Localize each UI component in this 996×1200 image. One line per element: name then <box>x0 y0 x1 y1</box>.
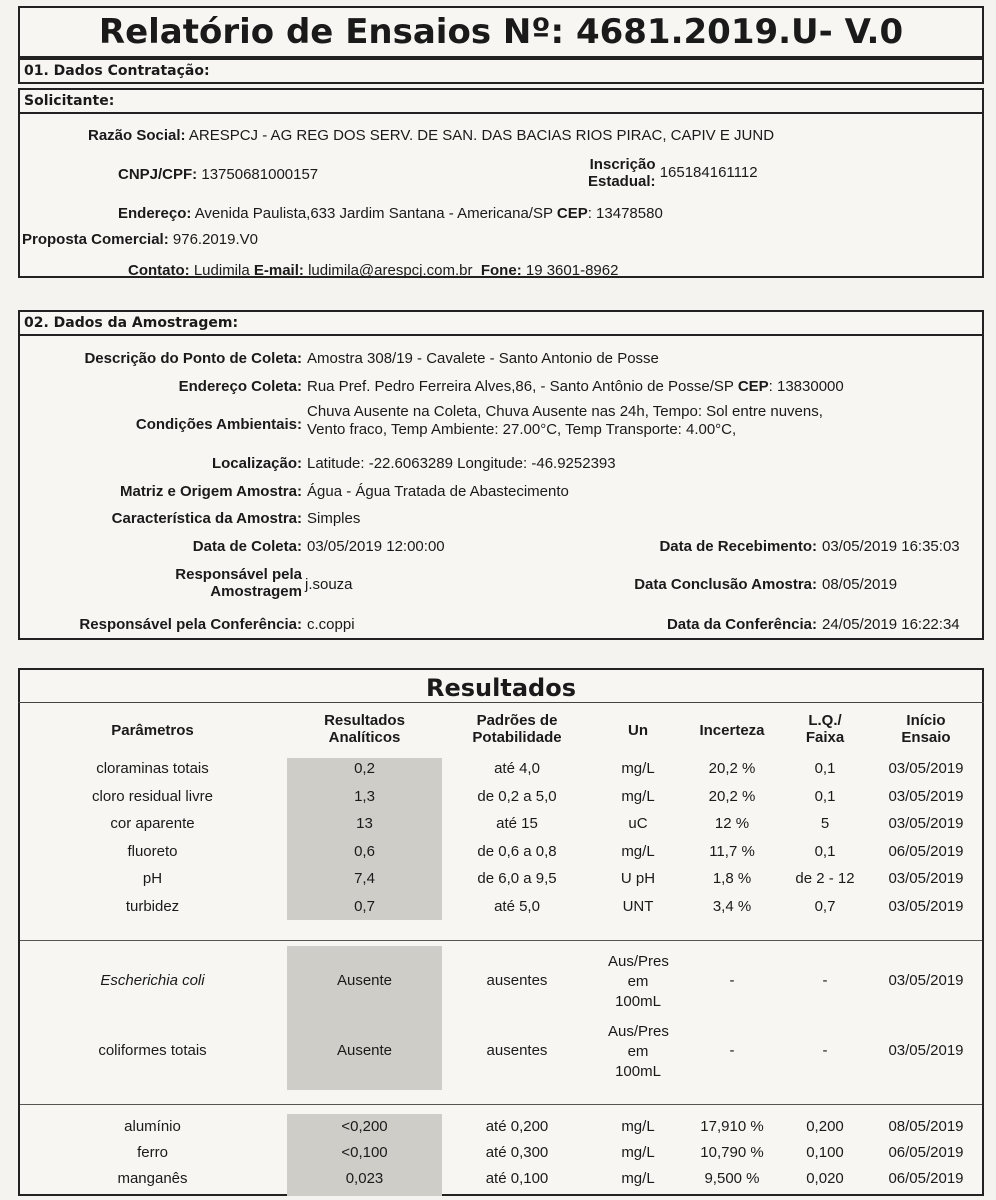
group3-row-1-incerteza: 10,790 % <box>700 1144 764 1161</box>
group3-row-2-unidade: mg/L <box>621 1170 655 1187</box>
divider <box>20 940 982 941</box>
group2-row-0-unidade: Aus/Pres em 100mL <box>608 953 669 1010</box>
group3-row-2-padrao: até 0,100 <box>485 1170 549 1187</box>
result-shading <box>287 946 442 1090</box>
responsavel-conferencia: Responsável pela Conferência: <box>79 616 302 633</box>
data-coleta: Data de Coleta: <box>192 538 302 555</box>
matriz-origem: Matriz e Origem Amostra: <box>120 483 302 500</box>
responsavel-amostragem-value: j.souza <box>305 576 353 593</box>
group3-row-0-padrao: até 0,200 <box>485 1118 549 1135</box>
group1-row-4-incerteza: 1,8 % <box>712 870 752 888</box>
group3-row-0-resultado: <0,200 <box>341 1118 388 1135</box>
group1-row-1-inicio: 03/05/2019 <box>888 787 964 805</box>
group1-row-2-padrao: até 15 <box>496 815 538 833</box>
result-shading <box>287 758 442 920</box>
group3-row-1-param: ferro <box>137 1144 168 1161</box>
header-resultado: Resultados Analíticos <box>324 712 405 746</box>
group1-row-3-incerteza: 11,7 % <box>709 842 755 860</box>
group1-row-4-padrao: de 6,0 a 9,5 <box>477 870 557 888</box>
data-conferencia: Data da Conferência: <box>666 616 817 633</box>
group1-row-0-incerteza: 20,2 % <box>708 760 756 777</box>
header-lq: L.Q./ Faixa <box>805 712 845 746</box>
group1-row-1-resultado: 1,3 <box>354 787 375 805</box>
group3-row-1-unidade: mg/L <box>621 1144 655 1161</box>
header-unidade: Un <box>628 722 648 739</box>
group1-row-1-param: cloro residual livre <box>92 787 213 805</box>
group1-row-0-unidade: mg/L <box>621 760 655 777</box>
data-conclusao: Data Conclusão Amostra: <box>634 576 817 593</box>
header-param: Parâmetros <box>111 722 194 739</box>
data-recebimento-value: 03/05/2019 16:35:03 <box>822 538 960 555</box>
group1-row-4-unidade: U pH <box>620 870 656 888</box>
group2-row-0-param: Escherichia coli <box>100 972 205 989</box>
group1-row-0-inicio: 03/05/2019 <box>888 760 964 777</box>
razao-social: Razão Social: ARESPCJ - AG REG DOS SERV. DE SAN. DAS BACIAS RIOS PIRAC, CAPIV E JUND <box>88 127 775 144</box>
solicitante-box <box>18 88 984 278</box>
matriz-origem-value: Água - Água Tratada de Abastecimento <box>307 483 569 500</box>
contato: Contato: Ludimila E-mail: ludimila@arespcj.com.br Fone: 19 3601-8962 <box>128 262 619 279</box>
group3-row-2-lq: 0,020 <box>806 1170 844 1187</box>
localizacao-value: Latitude: -22.6063289 Longitude: -46.9252393 <box>307 455 616 472</box>
group2-row-1-incerteza: - <box>729 1042 735 1059</box>
group1-row-3-param: fluoreto <box>127 842 178 860</box>
group1-row-0-param: cloraminas totais <box>96 760 209 777</box>
group1-row-5-incerteza: 3,4 % <box>712 898 752 915</box>
group2-row-0-inicio: 03/05/2019 <box>888 972 964 989</box>
group1-row-5-inicio: 03/05/2019 <box>888 898 964 915</box>
results-title: Resultados <box>426 674 576 702</box>
group1-row-5-resultado: 0,7 <box>354 898 375 915</box>
group1-row-2-param: cor aparente <box>110 815 195 833</box>
group2-row-0-lq: - <box>822 972 828 989</box>
group1-row-2-inicio: 03/05/2019 <box>888 815 964 833</box>
group2-row-1-lq: - <box>822 1042 828 1059</box>
group3-row-0-incerteza: 17,910 % <box>700 1118 764 1135</box>
ponto-coleta-value: Amostra 308/19 - Cavalete - Santo Antonio de Posse <box>307 350 659 367</box>
localizacao: Localização: <box>211 455 302 472</box>
group1-row-5-unidade: UNT <box>622 898 654 915</box>
caracteristica-value: Simples <box>307 510 361 527</box>
group1-row-3-lq: 0,1 <box>814 842 836 860</box>
group2-row-1-padrao: ausentes <box>486 1042 548 1059</box>
proposta-comercial: Proposta Comercial: 976.2019.V0 <box>22 231 258 248</box>
report-title: Relatório de Ensaios Nº: 4681.2019.U- V.0 <box>18 6 984 58</box>
group3-row-0-param: alumínio <box>124 1118 181 1135</box>
group1-row-4-lq: de 2 - 12 <box>795 870 855 888</box>
group2-row-0-padrao: ausentes <box>486 972 548 989</box>
data-conclusao-value: 08/05/2019 <box>822 576 898 593</box>
group2-row-1-resultado: Ausente <box>336 1042 393 1059</box>
data-coleta-value: 03/05/2019 12:00:00 <box>307 538 445 555</box>
group1-row-1-unidade: mg/L <box>621 787 655 805</box>
group1-row-3-padrao: de 0,6 a 0,8 <box>477 842 557 860</box>
group1-row-3-inicio: 06/05/2019 <box>888 842 964 860</box>
responsavel-amostragem: Responsável pela Amostragem <box>175 566 302 600</box>
header-inicio: Início Ensaio <box>901 712 951 746</box>
group3-row-1-resultado: <0,100 <box>341 1144 388 1161</box>
cnpj: CNPJ/CPF: 13750681000157 <box>118 166 319 183</box>
group3-row-2-incerteza: 9,500 % <box>704 1170 760 1187</box>
endereco: Endereço: Avenida Paulista,633 Jardim Santana - Americana/SP CEP: 13478580 <box>118 205 663 222</box>
group1-row-5-lq: 0,7 <box>814 898 836 915</box>
ponto-coleta: Descrição do Ponto de Coleta: <box>84 350 302 367</box>
group1-row-4-resultado: 7,4 <box>354 870 375 888</box>
group1-row-5-param: turbidez <box>125 898 180 915</box>
group1-row-1-incerteza: 20,2 % <box>708 787 756 805</box>
responsavel-conferencia-value: c.coppi <box>307 616 355 633</box>
inscricao-estadual: Inscrição Estadual: 165184161112 <box>588 156 758 190</box>
section-1-header: 01. Dados Contratação: <box>18 58 984 84</box>
group1-row-4-inicio: 03/05/2019 <box>888 870 964 888</box>
group1-row-4-param: pH <box>142 870 163 888</box>
group2-row-0-resultado: Ausente <box>336 972 393 989</box>
endereco-coleta-value: Rua Pref. Pedro Ferreira Alves,86, - Santo Antônio de Posse/SP CEP: 13830000 <box>307 378 844 395</box>
group1-row-2-resultado: 13 <box>356 815 373 833</box>
data-conferencia-value: 24/05/2019 16:22:34 <box>822 616 960 633</box>
data-recebimento: Data de Recebimento: <box>659 538 817 555</box>
group3-row-1-inicio: 06/05/2019 <box>888 1144 964 1161</box>
condicoes-ambientais: Condições Ambientais: <box>135 416 302 433</box>
group3-row-2-resultado: 0,023 <box>345 1170 384 1187</box>
group2-row-0-incerteza: - <box>729 972 735 989</box>
group1-row-2-lq: 5 <box>820 815 830 833</box>
group3-row-2-inicio: 06/05/2019 <box>888 1170 964 1187</box>
group3-row-0-unidade: mg/L <box>621 1118 655 1135</box>
section-2-header: 02. Dados da Amostragem: <box>18 310 984 336</box>
group2-row-1-param: coliformes totais <box>98 1042 207 1059</box>
group1-row-5-padrao: até 5,0 <box>494 898 540 915</box>
condicoes-ambientais-value: Chuva Ausente na Coleta, Chuva Ausente nas 24h, Tempo: Sol entre nuvens, Vento fraco, Temp Ambiente: 27.00°C, Temp Transporte: 4.00°C, <box>307 403 823 438</box>
solicitante-header: Solicitante: <box>18 88 984 114</box>
header-padrao: Padrões de Potabilidade <box>472 712 562 746</box>
group3-row-1-padrao: até 0,300 <box>485 1144 549 1161</box>
endereco-coleta: Endereço Coleta: <box>178 378 302 395</box>
group1-row-3-unidade: mg/L <box>621 842 655 860</box>
group3-row-2-param: manganês <box>117 1170 188 1187</box>
group1-row-1-lq: 0,1 <box>814 787 836 805</box>
divider <box>20 1104 982 1105</box>
group1-row-1-padrao: de 0,2 a 5,0 <box>477 787 557 805</box>
group1-row-0-resultado: 0,2 <box>354 760 375 777</box>
group1-row-3-resultado: 0,6 <box>354 842 375 860</box>
group1-row-2-unidade: uC <box>628 815 648 833</box>
header-incerteza: Incerteza <box>699 722 765 739</box>
divider <box>18 702 984 703</box>
group1-row-0-lq: 0,1 <box>814 760 836 777</box>
caracteristica: Característica da Amostra: <box>111 510 302 527</box>
group1-row-0-padrao: até 4,0 <box>494 760 540 777</box>
group3-row-0-inicio: 08/05/2019 <box>888 1118 964 1135</box>
group2-row-1-unidade: Aus/Pres em 100mL <box>608 1023 669 1080</box>
results-box <box>18 668 984 1196</box>
group3-row-0-lq: 0,200 <box>806 1118 844 1135</box>
group1-row-2-incerteza: 12 % <box>714 815 750 833</box>
group2-row-1-inicio: 03/05/2019 <box>888 1042 964 1059</box>
group3-row-1-lq: 0,100 <box>806 1144 844 1161</box>
